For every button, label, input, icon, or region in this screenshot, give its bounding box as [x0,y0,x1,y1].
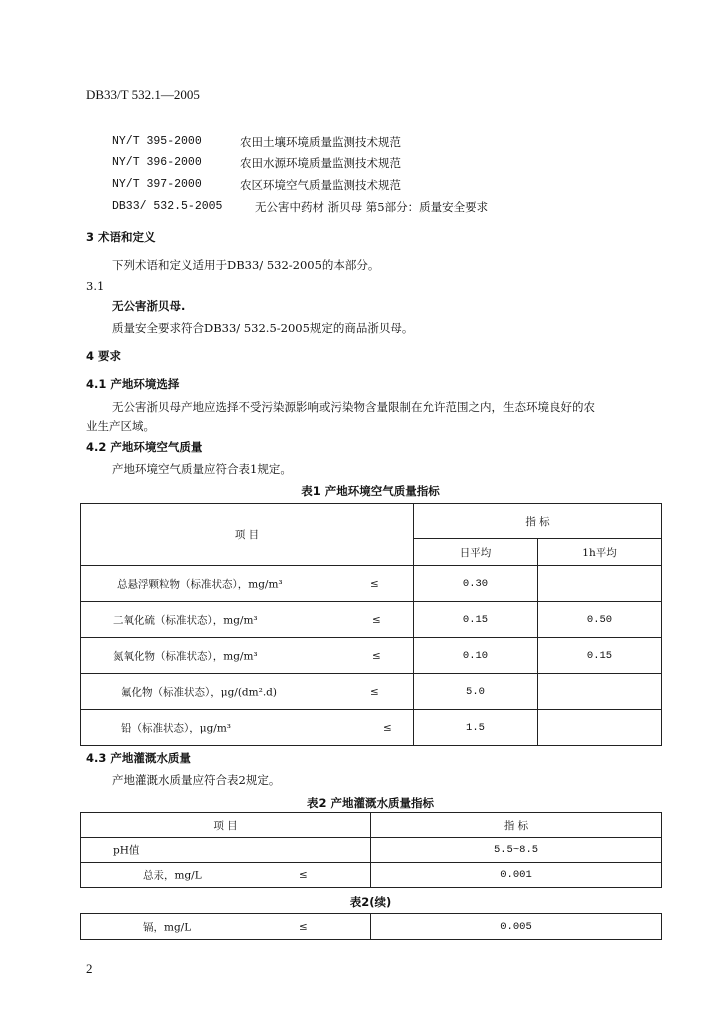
row-item: 氟化物（标准状态），μg/(dm².d) [121,686,277,698]
hourly-value [538,710,662,746]
le-symbol: ≤ [372,613,381,626]
document-code: DB33/T 532.1—2005 [86,87,200,102]
table-row [81,863,662,888]
le-symbol: ≤ [372,649,381,662]
reference-code: NY/T 395-2000 [112,135,202,148]
le-symbol: ≤ [299,869,308,881]
table-2-caption: 表2 产地灌溉水质量指标 [306,796,434,810]
daily-value: 5.0 [414,674,538,710]
le-symbol: ≤ [299,920,308,933]
section-3-heading: 3 术语和定义 [86,230,156,244]
daily-value: 0.30 [414,566,538,602]
reference-title: 无公害中药材 浙贝母 第5部分：质量安全要求 [255,200,489,214]
table-row [81,838,662,863]
le-symbol: ≤ [383,721,392,734]
reference-title: 农田土壤环境质量监测技术规范 [240,135,401,149]
table-2-continued-caption: 表2(续) [349,895,392,909]
reference-title: 农区环境空气质量监测技术规范 [240,178,401,192]
table-header-item: 项 目 [81,813,371,838]
reference-title: 农田水源环境质量监测技术规范 [240,156,401,170]
table-header-item: 项 目 [81,504,414,566]
section-4-3-heading: 4.3 产地灌溉水质量 [86,751,191,765]
section-4-heading: 4 要求 [86,349,122,363]
table-row [81,914,662,940]
hourly-value [538,674,662,710]
row-item: 氮氧化物（标准状态），mg/m³ [113,650,258,662]
table-row [81,710,662,746]
row-item: 铅（标准状态），μg/m³ [121,722,231,734]
row-item: 总汞，mg/L [143,869,202,882]
hourly-value [538,566,662,602]
page-number: 2 [86,961,93,976]
table-1-caption: 表1 产地环境空气质量指标 [301,484,440,498]
table-row [81,566,662,602]
section-4-1-heading: 4.1 产地环境选择 [86,377,180,391]
daily-value: 0.10 [414,638,538,674]
section-3-intro: 下列术语和定义适用于DB33/ 532-2005的本部分。 [112,258,380,272]
hourly-value: 0.50 [538,602,662,638]
row-item: 总悬浮颗粒物（标准状态），mg/m³ [117,578,283,590]
air-quality-table [80,503,662,746]
term-definition: 质量安全要求符合DB33/ 532.5-2005规定的商品浙贝母。 [112,321,414,335]
table-header-index: 指 标 [414,504,662,539]
index-value: 0.005 [371,914,662,940]
section-3-1-number: 3.1 [86,279,105,293]
section-4-2-heading: 4.2 产地环境空气质量 [86,440,203,454]
section-4-1-text-cont: 业生产区域。 [86,419,155,433]
hourly-value: 0.15 [538,638,662,674]
term-name: 无公害浙贝母. [112,299,186,313]
daily-value: 0.15 [414,602,538,638]
reference-code: NY/T 397-2000 [112,178,202,191]
irrigation-water-table-continued [80,913,662,940]
row-item: 镉，mg/L [143,921,192,933]
table-row [81,674,662,710]
table-header-hourly: 1h平均 [538,539,662,566]
section-4-1-text: 无公害浙贝母产地应选择不受污染源影响或污染物含量限制在允许范围之内，生态环境良好的农 [112,400,595,414]
reference-code: DB33/ 532.5-2005 [112,200,223,213]
index-value: 0.001 [371,863,662,888]
index-value: 5.5~8.5 [371,838,662,863]
row-item: pH值 [113,844,140,857]
reference-code: NY/T 396-2000 [112,156,202,169]
section-4-3-text: 产地灌溉水质量应符合表2规定。 [112,773,281,787]
table-row [81,638,662,674]
le-symbol: ≤ [370,685,379,698]
section-4-2-text: 产地环境空气质量应符合表1规定。 [112,462,292,476]
table-header-daily: 日平均 [414,539,538,566]
table-row [81,602,662,638]
irrigation-water-table [80,812,662,888]
le-symbol: ≤ [370,577,379,590]
row-item: 二氧化硫（标准状态），mg/m³ [113,614,258,626]
daily-value: 1.5 [414,710,538,746]
table-header-index: 指 标 [371,813,662,838]
